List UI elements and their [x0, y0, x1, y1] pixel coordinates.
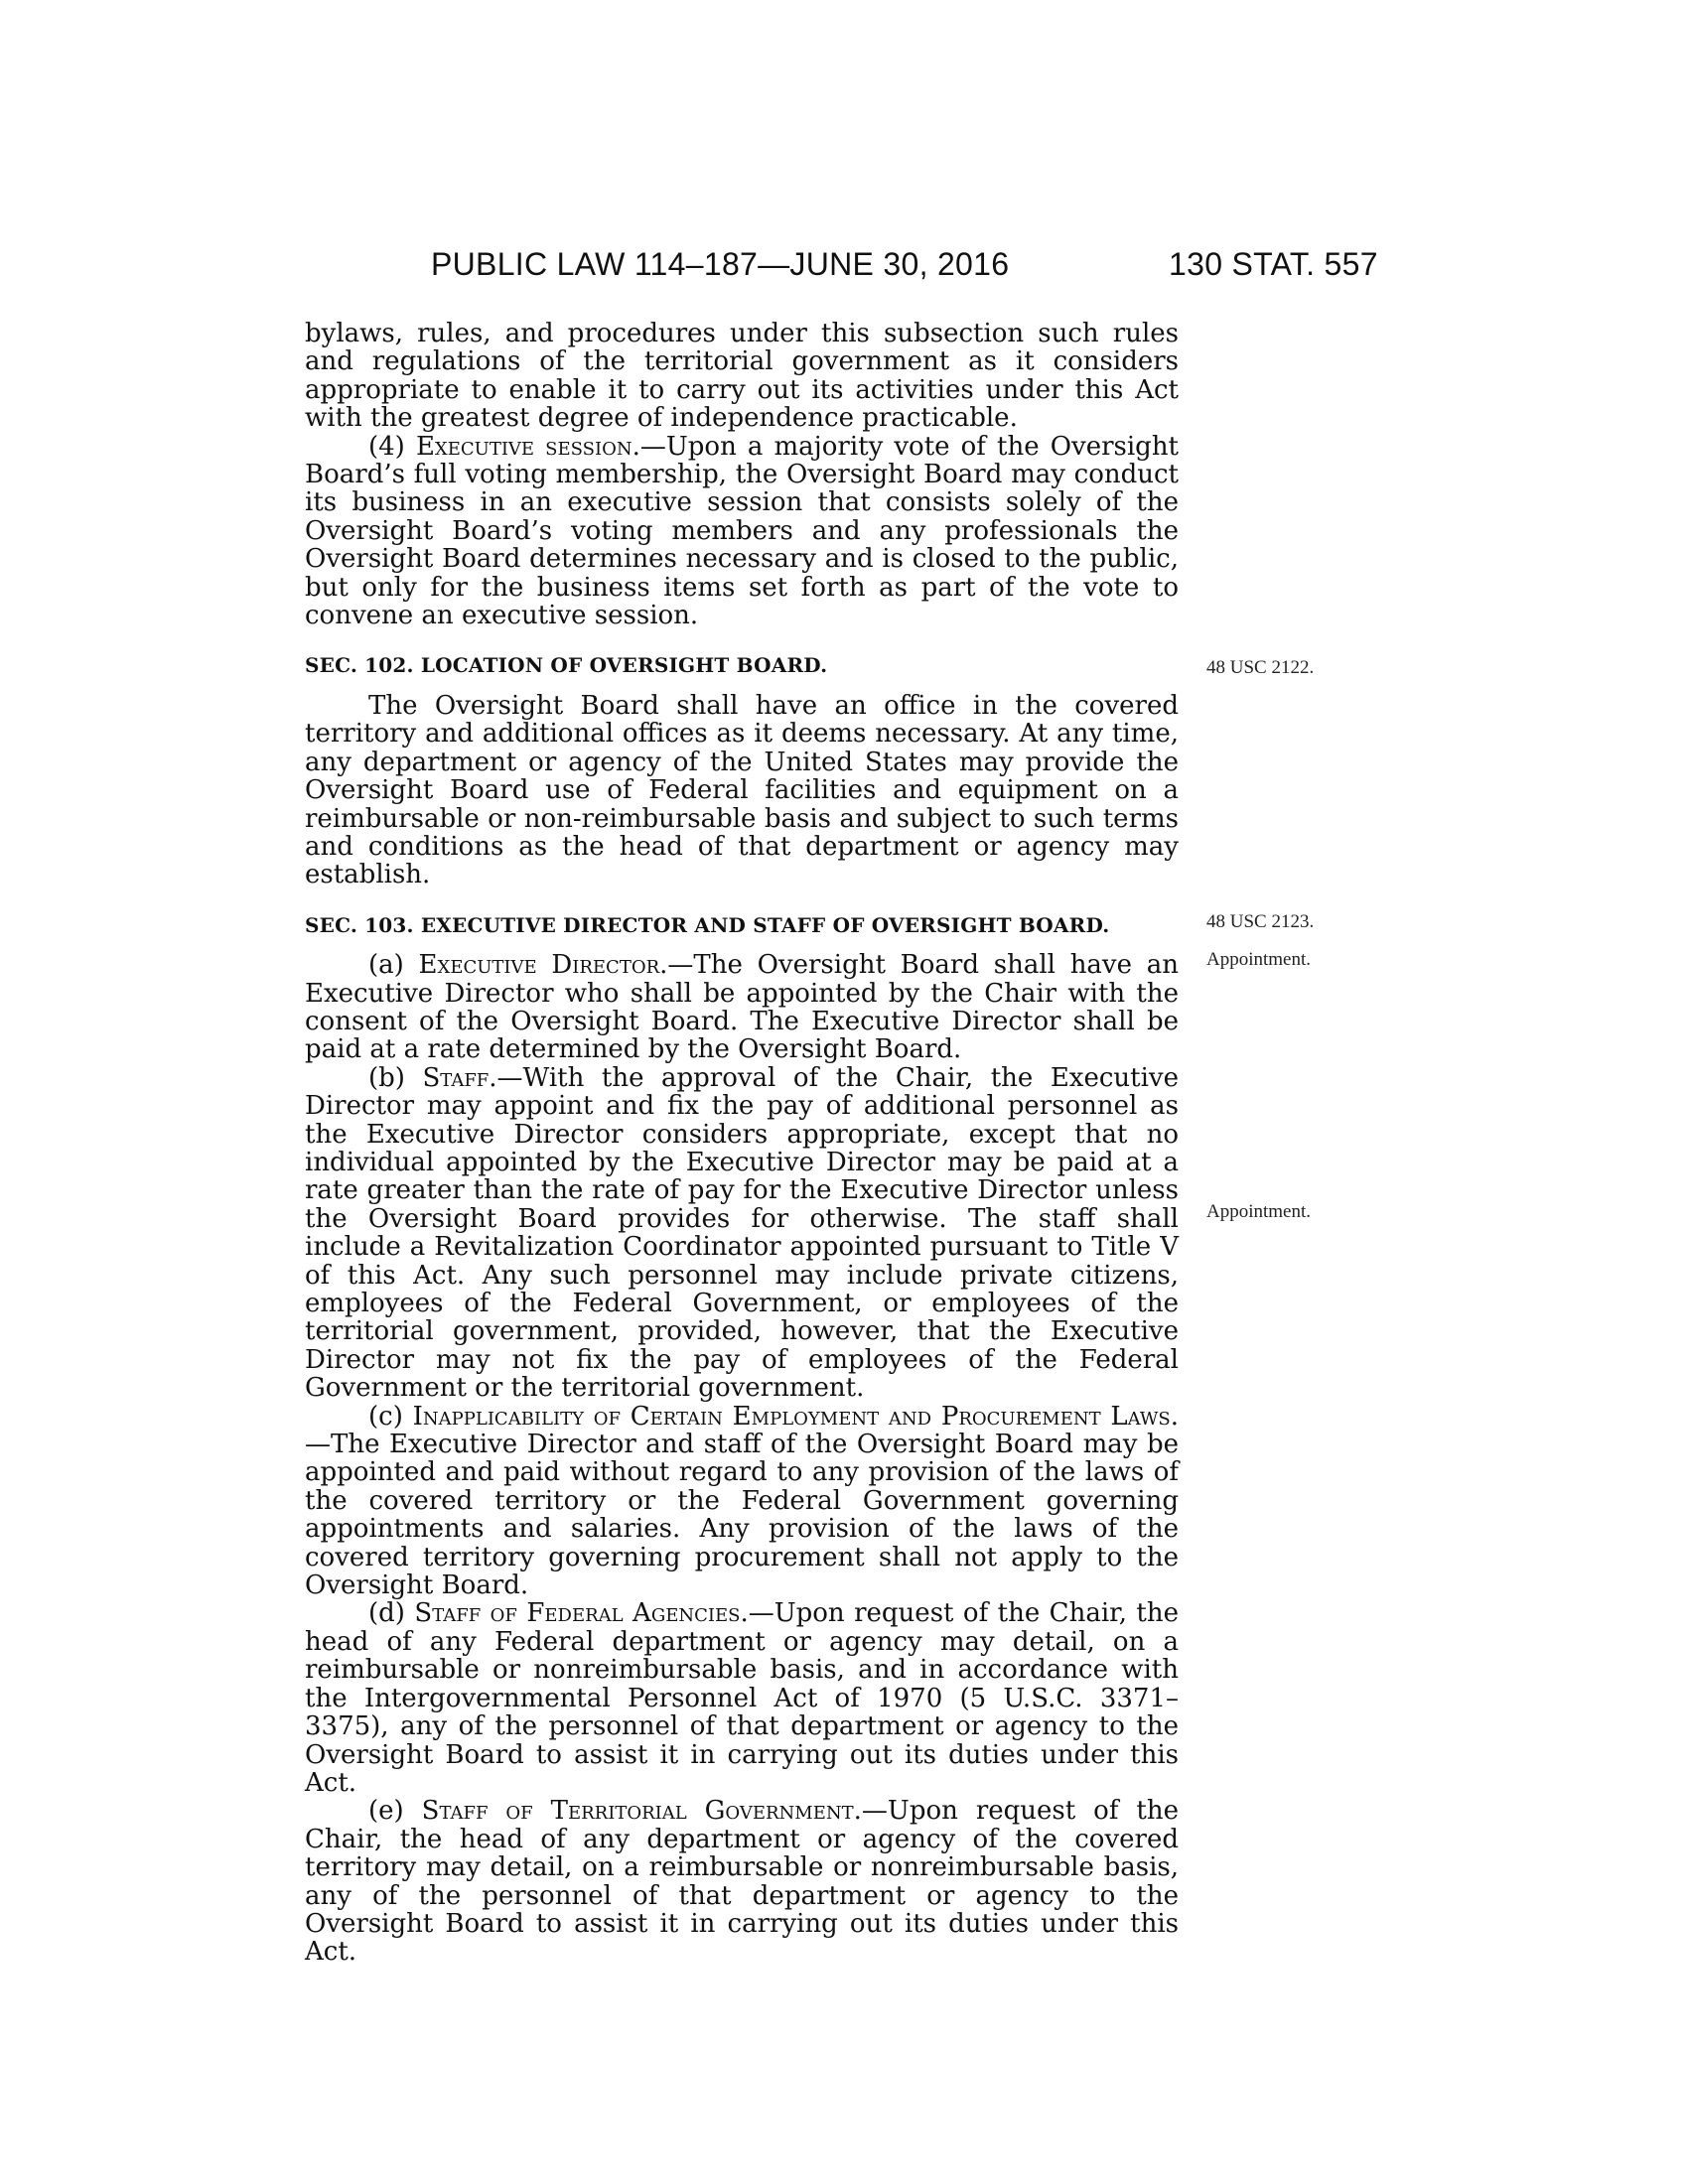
subsection-prefix: (e) — [368, 1796, 422, 1827]
subsection-text: .—Upon request of the Chair, the head of any department or agency of the covered territory may detail, on a reimbursable or nonreimbursable basis, any of the personnel of that department or agency to the Oversight Board to assist it in carrying out its duties under this Act. — [305, 1796, 1179, 1968]
page-header — [0, 246, 1688, 286]
subsection-heading: Staff of Territorial Government — [421, 1796, 854, 1827]
subsection-c-inapplicability — [305, 1403, 1179, 1600]
margin-note-usc-2123: 48 USC 2123. — [1206, 911, 1315, 932]
subsection-d-federal-agencies — [305, 1599, 1179, 1797]
subsection-prefix: (c) — [368, 1401, 413, 1432]
subsection-text: .—The Executive Director and staff of the Oversight Board may be appointed and paid without regard to any provision of the laws of the covered territory or the Federal Government governing appointments and salaries. Any provision of the laws of the covered territory governing procurement shall not apply to the Oversight Board. — [305, 1401, 1179, 1601]
paragraph-prefix: (4) — [368, 431, 416, 462]
statute-page-number: 130 STAT. 557 — [1169, 246, 1378, 282]
subsection-text: .—The Oversight Board shall have an Executive Director who shall be appointed by the Chair with the consent of the Oversight Board. The Executive Director shall be paid at a rate determined by the Oversight Board. — [305, 950, 1179, 1065]
subsection-e-territorial-government — [305, 1797, 1179, 1966]
subsection-heading: Executive Director — [418, 950, 660, 981]
subsection-text: .—Upon request of the Chair, the head of any Federal department or agency may detail, on a reimbursable or nonreimbursable basis, and in accordance with the Intergovernmental Personnel Act of 1970 (5 U.S.C. 3371–3375), any of the personnel of that department or agency to the Oversight Board to assist it in carrying out its duties under this Act. — [305, 1598, 1179, 1798]
section-103-heading: SEC. 103. EXECUTIVE DIRECTOR AND STAFF OF OVERSIGHT BOARD. — [305, 912, 1110, 937]
section-102-text: The Oversight Board shall have an office in the covered territory and additional offices as it deems necessary. At any time, any department or agency of the United States may provide the Oversight Board use of Federal facilities and equipment on a reimbursable or non-reimbursable basis and subject to such terms and conditions as the head of that department or agency may establish. — [305, 690, 1179, 890]
continuation-paragraph: bylaws, rules, and procedures under this subsection such rules and regulations of the territorial government as it considers appropriate to enable it to carry out its activities under this Act with the greatest degree of independence practicable. — [305, 319, 1179, 434]
section-102-heading: SEC. 102. LOCATION OF OVERSIGHT BOARD. — [305, 653, 828, 678]
subsection-prefix: (b) — [368, 1062, 423, 1093]
subsection-heading: Staff — [422, 1062, 490, 1093]
paragraph-4-executive-session — [305, 433, 1179, 630]
document-body — [305, 320, 1179, 1967]
margin-note-appointment-b: Appointment. — [1206, 1201, 1312, 1222]
subsection-text: .—With the approval of the Chair, the Executive Director may appoint and fix the pay of additional personnel as the Executive Director considers appropriate, except that no individual appointed by the Executive Director may be paid at a rate greater than the rate of pay for the Executive Director unless the Oversight Board provides for otherwise. The staff shall include a Revitalization Coordinator appointed pursuant to Title V of this Act. Any such personnel may include private citizens, employees of the Federal Government, or employees of the territorial government, provided, however, that the Executive Director may not fix the pay of employees of the Federal Government or the territorial government. — [305, 1062, 1179, 1404]
running-title: PUBLIC LAW 114–187—JUNE 30, 2016 — [431, 246, 1010, 282]
margin-note-usc-2122: 48 USC 2122. — [1206, 657, 1315, 678]
paragraph-heading: Executive session — [415, 431, 633, 462]
subsection-a-executive-director — [305, 951, 1179, 1064]
subsection-heading: Inapplicability of Certain Employment and Procurement Laws — [412, 1401, 1171, 1432]
paragraph-text: .—Upon a majority vote of the Oversight Board’s full voting membership, the Oversight Board may conduct its business in an executive session that consists solely of the Oversight Board’s voting members and any professionals the Oversight Board determines necessary and is closed to the public, but only for the business items set forth as part of the vote to convene an executive session. — [305, 431, 1180, 631]
subsection-heading: Staff of Federal Agencies — [414, 1598, 741, 1629]
subsection-prefix: (d) — [368, 1598, 415, 1629]
subsection-b-staff — [305, 1064, 1179, 1403]
subsection-prefix: (a) — [368, 950, 419, 981]
margin-note-appointment-a: Appointment. — [1206, 949, 1312, 970]
